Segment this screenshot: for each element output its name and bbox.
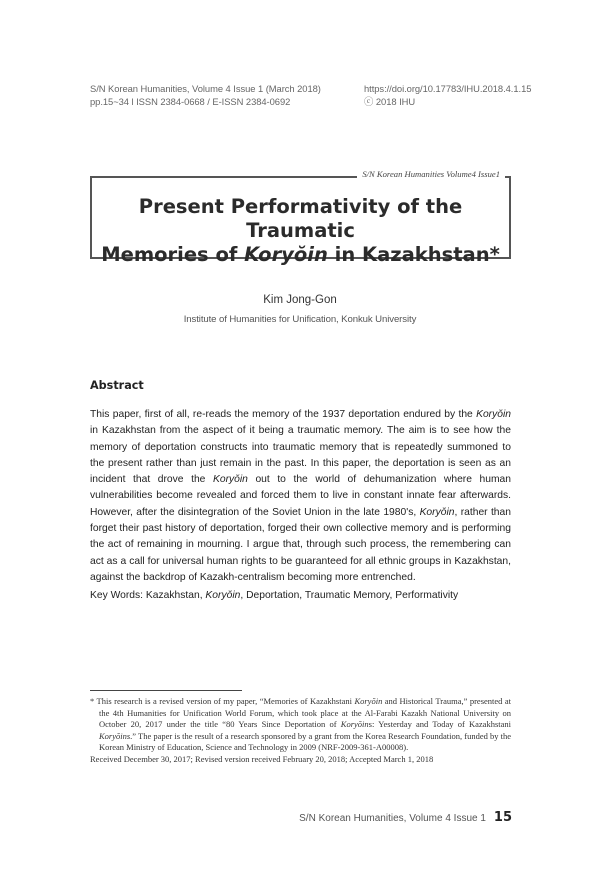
footnote-italic-2: Koryŏin bbox=[340, 719, 369, 730]
footnote-italic-1: Koryŏin bbox=[354, 696, 383, 706]
title-line-2-end: in Kazakhstan* bbox=[327, 243, 500, 266]
keywords-italic: Koryŏin bbox=[205, 590, 241, 601]
footnote-part-2: and Historical Trauma,” presented at the 4th Humanities for Unification World Forum, which took place at the Al-Farabi Kazakh National University on October 20, 2017 under the title “80 Years Since Deportation of bbox=[99, 696, 511, 730]
keywords-end: , Deportation, Traumatic Memory, Performativity bbox=[240, 590, 459, 601]
abstract-heading: Abstract bbox=[90, 379, 144, 392]
doi-link[interactable]: https://doi.org/10.17783/IHU.2018.4.1.15 bbox=[364, 83, 532, 94]
keywords-start: Key Words: Kazakhstan, bbox=[90, 590, 206, 601]
footnote-text bbox=[90, 696, 511, 754]
abstract-text-3: out to the world of dehumanization where human vulnerabilities become revealed and forced them to live in constant innate fear afterwards. However, after the disintegration of the Soviet Union in the late 1980's, bbox=[90, 474, 511, 518]
page-number: 15 bbox=[493, 810, 512, 825]
paper-title bbox=[92, 177, 509, 267]
abstract-italic-2: Koryŏin bbox=[212, 474, 248, 486]
page-footer bbox=[299, 810, 512, 825]
abstract-italic-1: Koryŏin bbox=[476, 409, 511, 420]
issn-line: pp.15~34 l ISSN 2384-0668 / E-ISSN 2384-0692 bbox=[90, 96, 291, 107]
author-name: Kim Jong-Gon bbox=[263, 294, 337, 306]
keywords bbox=[90, 590, 511, 601]
footnote-part-1: * This research is a revised version of my paper, “Memories of Kazakhstani bbox=[90, 696, 355, 706]
footnote-part-4: .” The paper is the result of a research sponsored by a grant from the Korea Research Foundation, funded by the Korean Ministry of Education, Science and Technology in 2009 (NRF-2009-361-A00008). bbox=[99, 730, 511, 753]
title-italic-term: Koryŏin bbox=[244, 243, 328, 266]
title-line-1: Present Performativity of the Traumatic bbox=[138, 195, 463, 242]
author-affiliation: Institute of Humanities for Unification, Konkuk University bbox=[183, 314, 417, 325]
abstract-text-2: in Kazakhstan from the aspect of it being a traumatic memory. The aim is to see how the memory of deportation constructs into traumatic memory that is repeatedly summoned to the present rather than just remain in the past. In this paper, the deportation is seen as an incident that drove the bbox=[90, 425, 511, 486]
publication-info bbox=[90, 82, 321, 108]
journal-citation: S/N Korean Humanities, Volume 4 Issue 1 (March 2018) bbox=[90, 83, 321, 94]
abstract-text-4: , rather than forget their past history of deportation, forged their own collective memory and is performing the act of remaining in mourning. I argue that, through such process, the remembering can act as a call for universal human rights to be guaranteed for all ethnic groups in Kazakhstan, against the backdrop of Kazakh-centralism becoming more entrenched. bbox=[90, 506, 511, 583]
footnote-italic-3: Koryŏins bbox=[99, 730, 131, 741]
doi-info bbox=[364, 82, 531, 108]
title-box bbox=[90, 177, 511, 266]
abstract-body bbox=[90, 407, 511, 586]
title-line-2-start: Memories of bbox=[101, 243, 245, 266]
abstract-italic-3: Koryŏin bbox=[419, 506, 455, 518]
copyright-line: ⓒ 2018 IHU bbox=[364, 96, 416, 107]
footnote-part-3: s: Yesterday and Today of Kazakhstani bbox=[368, 719, 512, 730]
running-footer: S/N Korean Humanities, Volume 4 Issue 1 bbox=[299, 813, 486, 824]
footnote bbox=[90, 696, 511, 766]
series-label: S/N Korean Humanities Volume4 Issue1 bbox=[357, 169, 505, 179]
footnote-separator bbox=[90, 690, 242, 691]
received-dates: Received December 30, 2017; Revised version received February 20, 2018; Accepted March 1, 2018 bbox=[90, 753, 434, 764]
abstract-text-1: This paper, first of all, re-reads the memory of the 1937 deportation endured by the bbox=[90, 409, 477, 420]
